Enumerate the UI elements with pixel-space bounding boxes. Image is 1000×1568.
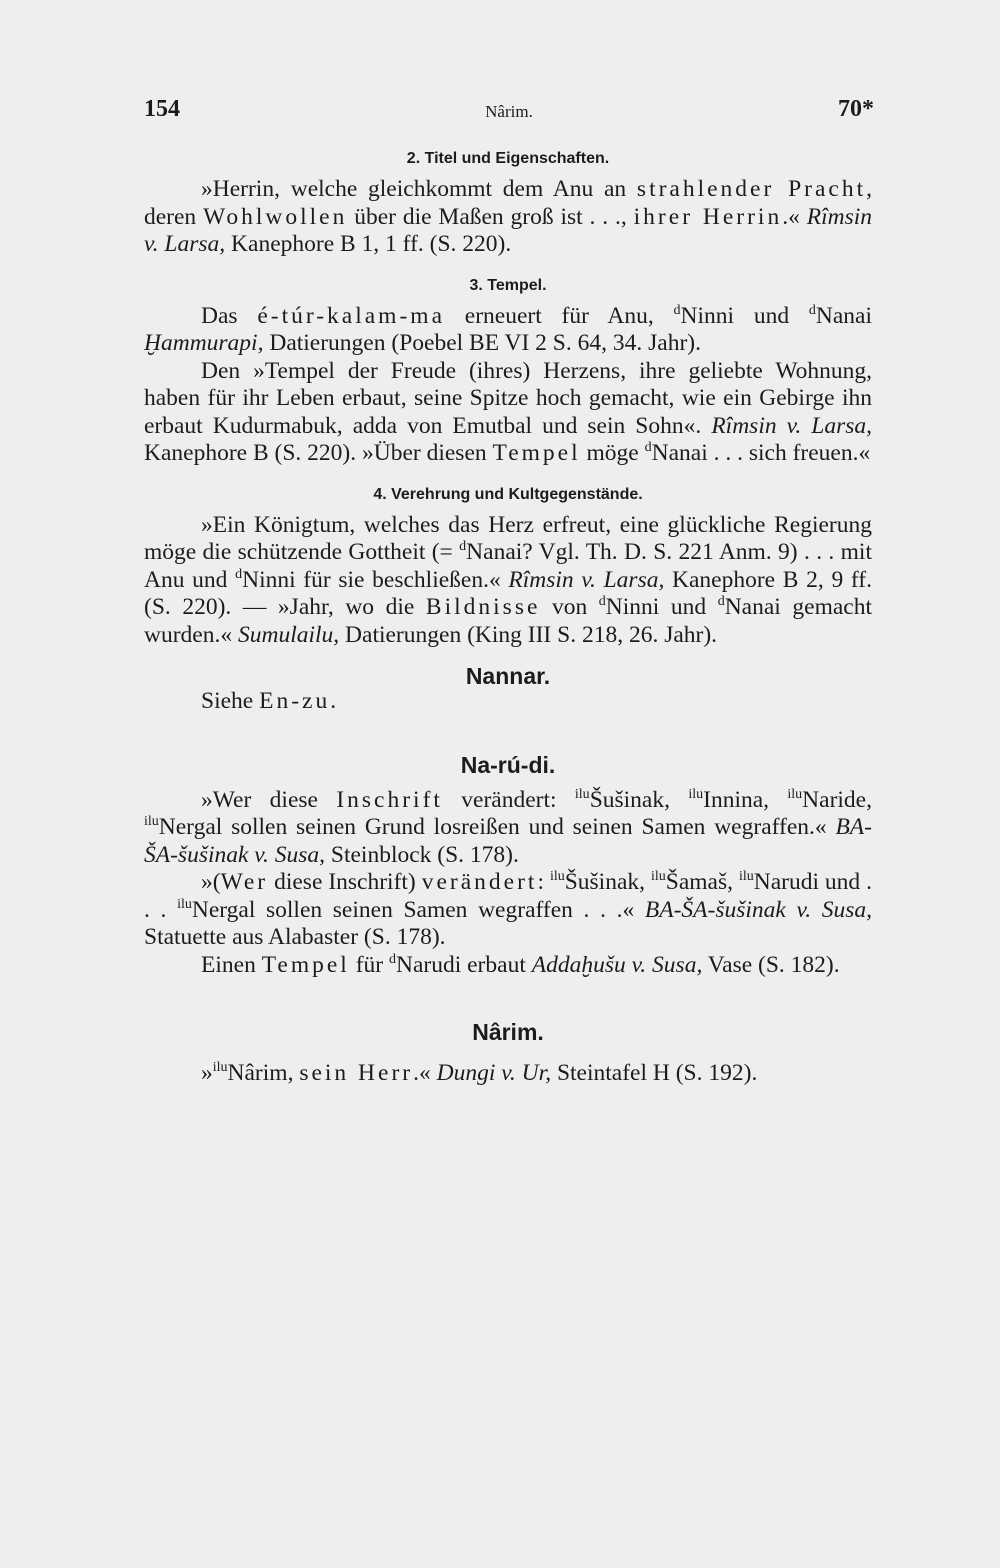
entry-heading-narim: Nârim. — [472, 1019, 544, 1045]
paragraph-narudi-1 — [144, 787, 872, 870]
text-run: diese Inschrift) — [268, 869, 422, 895]
text-run: Datierungen (King III S. 218, 26. Jahr). — [339, 621, 718, 648]
text-run: Das — [201, 302, 258, 329]
page-number: 154 — [144, 96, 180, 122]
spaced-text: Tempel — [492, 440, 581, 466]
determinative: ilu — [177, 896, 192, 912]
paragraph-tempel-1 — [144, 303, 872, 358]
text-run: »Wer diese — [201, 786, 337, 813]
subsection-heading-verehrung: 4. Verehrung und Kultgegenstände. — [373, 485, 643, 503]
text-run: Naride, — [802, 786, 872, 813]
spaced-text: Wer — [220, 869, 269, 895]
text-run: Statuette aus Alabaster (S. 178). — [144, 924, 446, 950]
text-run: Šušinak, — [564, 869, 651, 895]
text-run: Kanephore B (S. 220). »Über diesen — [144, 440, 493, 466]
text-run: Narudi erbaut — [396, 951, 532, 978]
text-run: Nârim, — [227, 1060, 300, 1086]
text-run: Ninni und — [605, 594, 718, 620]
text-run: Innina, — [703, 786, 788, 813]
text-run: .« — [782, 203, 807, 230]
determinative: ilu — [144, 814, 159, 829]
determinative: ilu — [688, 786, 704, 802]
text-run: » — [201, 1060, 213, 1086]
determinative: d — [235, 566, 243, 582]
source-citation: Ḫammurapi, — [144, 330, 264, 356]
text-run: Kanephore B 2, 9 ff. (S. 220). — »Jahr, wo die — [144, 566, 872, 620]
determinative: d — [717, 594, 725, 609]
text-run: für — [349, 951, 389, 978]
source-citation: Dungi v. Ur, — [436, 1060, 552, 1086]
source-citation: BA-ŠA-šušinak v. Susa, — [644, 896, 872, 923]
subsection-heading-titel: 2. Titel und Eigenschaften. — [406, 150, 610, 167]
source-citation: Addaḫušu v. Susa, — [531, 951, 703, 978]
text-run: Šamaš, — [665, 869, 739, 895]
text-run: Nanai — [815, 302, 872, 329]
text-run: Den »Tempel der Freude (ihres) Herzens, ihre geliebte Wohnung, haben für ihr Leben erbaut, seine Spitze hoch gemacht, wie ein Gebirge ihn erbaut Kudurmabuk, adda von Emutbal und sein Sohn«. — [144, 357, 872, 439]
folio-mark: 70* — [838, 96, 874, 122]
text-run: Nanai . . . sich freuen.« — [651, 440, 871, 466]
spaced-text: ihrer Herrin — [633, 203, 783, 230]
paragraph-titel — [144, 176, 872, 259]
determinative: d — [673, 302, 681, 318]
spaced-text: verändert — [421, 869, 538, 895]
determinative: ilu — [738, 869, 754, 884]
determinative: ilu — [212, 1060, 228, 1075]
running-title: Nârim. — [485, 102, 533, 121]
subsection-heading-tempel: 3. Tempel. — [469, 276, 547, 294]
text-run: Kanephore B 1, 1 ff. (S. 220). — [225, 231, 512, 257]
paragraph-tempel-2 — [144, 358, 872, 468]
spaced-text: Inschrift — [336, 786, 443, 813]
determinative: ilu — [574, 786, 590, 802]
paragraph-narim — [144, 1060, 872, 1088]
paragraph-narudi-2 — [144, 869, 872, 952]
text-run: Datierungen (Poebel BE VI 2 S. 64, 34. Jahr). — [263, 330, 701, 356]
text-run: Nanai? Vgl. Th. D. S. 221 Anm. 9) . . . mit Anu und — [144, 539, 872, 593]
text-run: »Herrin, welche gleichkommt dem Anu an — [201, 176, 637, 202]
text-run: Narudi und . . . — [144, 869, 872, 923]
determinative: ilu — [787, 786, 803, 802]
text-run: , deren — [144, 176, 872, 230]
text-run: Einen — [201, 951, 262, 978]
text-run: Ninni für sie beschließen.« — [242, 566, 509, 593]
text-run: Steinblock (S. 178). — [325, 841, 519, 868]
determinative: ilu — [650, 869, 666, 884]
spaced-text: sein Herr — [299, 1060, 414, 1086]
text-run: erneuert für Anu, — [445, 302, 674, 329]
text-run: möge — [580, 440, 645, 466]
spaced-text: Wohlwollen — [203, 203, 348, 230]
text-run: »Ein Königtum, welches das Herz erfreut, eine glückliche Regierung möge die schützende Gottheit (= — [144, 511, 872, 565]
paragraph-narudi-3 — [144, 952, 872, 980]
text-run: Siehe — [201, 688, 260, 714]
determinative: d — [389, 951, 396, 967]
determinative: ilu — [549, 869, 565, 884]
determinative: d — [598, 594, 606, 609]
spaced-text: En-zu. — [259, 688, 340, 714]
spaced-text: Tempel — [261, 951, 350, 978]
text-run: von — [540, 594, 599, 620]
text-run: verändert: — [442, 786, 575, 813]
source-citation: Rîmsin v. Larsa, — [711, 412, 872, 439]
text-run: .« — [413, 1060, 437, 1086]
spaced-text: Bildnisse — [425, 594, 541, 620]
source-citation: Sumulailu, — [237, 621, 340, 648]
text-run: Steintafel H (S. 192). — [551, 1060, 758, 1086]
spaced-text: é-túr-kalam-ma — [257, 302, 445, 329]
page-body — [144, 150, 872, 1088]
text-run: über die Maßen groß ist . . ., — [347, 203, 634, 230]
text-run: : — [537, 869, 550, 895]
entry-heading-nannar: Nannar. — [465, 663, 551, 689]
determinative: d — [459, 539, 467, 554]
paragraph-nannar — [144, 688, 872, 716]
text-run: Nanai gemacht wurden.« — [144, 594, 872, 648]
text-run: Vase (S. 182). — [702, 951, 840, 978]
text-run: Nergal sollen seinen Samen wegraffen . . .« — [191, 896, 645, 923]
source-citation: BA-ŠA-šušinak v. Susa, — [144, 814, 872, 868]
entry-heading-narudi: Na-rú-di. — [460, 751, 556, 778]
page-header — [144, 96, 874, 136]
spaced-text: strahlender Pracht — [636, 176, 867, 202]
source-citation: Rîmsin v. Larsa, — [508, 566, 665, 593]
text-run: Ninni und — [680, 302, 809, 329]
determinative: d — [808, 302, 816, 318]
text-run: Nergal sollen seinen Grund losreißen und seinen Samen wegraffen.« — [158, 814, 836, 840]
source-citation: Rîmsin v. Larsa, — [144, 203, 872, 257]
determinative: d — [644, 440, 652, 455]
text-run: Šušinak, — [589, 786, 689, 813]
text-run: »( — [201, 869, 221, 895]
paragraph-verehrung — [144, 512, 872, 650]
